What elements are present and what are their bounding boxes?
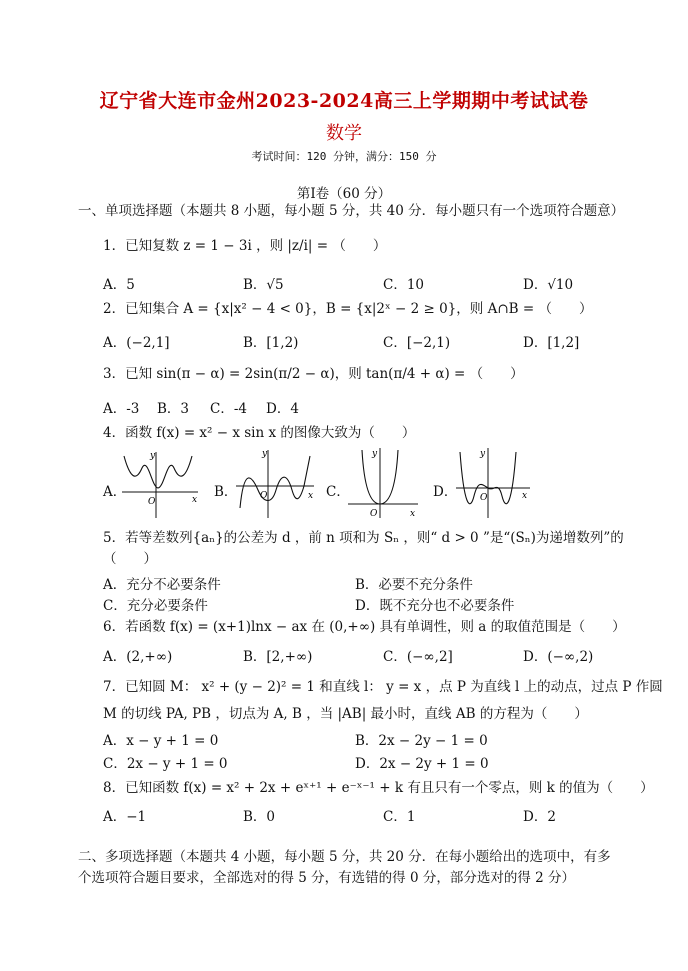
axis-label-x: x: [192, 495, 198, 505]
graph-b: [232, 446, 316, 520]
option-d: D．2x − 2y + 1 = 0: [355, 756, 489, 772]
question-number: 4．: [103, 425, 126, 441]
question-stem: 已知集合 A = {x|x² − 4 < 0}，B = {x|2ˣ − 2 ≥ 0}，则 A∩B = （ ）: [125, 301, 593, 317]
axis-label-x: x: [410, 509, 416, 519]
question-stem: 已知 sin(π − α) = 2sin(π/2 − α)，则 tan(π/4 + α) = （ ）: [125, 366, 524, 382]
option-a: A．-3: [103, 401, 140, 417]
option-d: D．4: [266, 401, 299, 417]
option-d: D．: [433, 484, 458, 500]
axis-label-y: y: [150, 451, 156, 461]
option-b: B．√5: [243, 277, 284, 293]
option-a: A．(2,+∞): [103, 649, 173, 665]
question-number: 3．: [103, 366, 126, 382]
question-3: [103, 364, 623, 384]
axis-label-y: y: [480, 449, 486, 459]
option-a: A．x − y + 1 = 0: [103, 733, 219, 749]
option-b: B．[1,2): [243, 335, 299, 351]
question-stem: 已知复数 z = 1 − 3i ，则 |z/i| = （ ）: [125, 238, 387, 254]
question-number: 8．: [103, 780, 126, 796]
question-stem: 函数 f(x) = x² − x sin x 的图像大致为（ ）: [125, 425, 416, 441]
option-b: B．[2,+∞): [243, 649, 313, 665]
option-d: D．(−∞,2): [523, 649, 594, 665]
option-a: A．−1: [103, 809, 147, 825]
exam-meta: 考试时间：120 分钟，满分：150 分: [251, 150, 437, 163]
graph-a: [118, 448, 200, 520]
question-number: 2．: [103, 301, 126, 317]
option-c: C．10: [383, 277, 425, 293]
question-number: 1．: [103, 238, 126, 254]
question-stem: 若函数 f(x) = (x+1)lnx − ax 在 (0,+∞) 具有单调性，则 a 的取值范围是（ ）: [125, 619, 626, 635]
origin-label: O: [260, 491, 268, 501]
question-4: [103, 423, 623, 443]
part-heading: 第Ⅰ卷（60 分）: [296, 186, 392, 202]
section2-heading-cont: 个选项符合题目要求，全部选对的得 5 分，有选错的得 0 分，部分选对的得 2 分）: [78, 870, 576, 886]
question-7: [103, 677, 663, 697]
option-b: B．必要不充分条件: [355, 577, 473, 593]
origin-label: O: [148, 497, 156, 507]
option-b: B．0: [243, 809, 276, 825]
question-5: [103, 528, 623, 548]
origin-label: O: [370, 509, 378, 519]
question-stem: 已知函数 f(x) = x² + 2x + eˣ⁺¹ + e⁻ˣ⁻¹ + k 有且只有一个零点，则 k 的值为（ ）: [125, 780, 654, 796]
option-d: D．[1,2]: [523, 335, 580, 351]
origin-label: O: [480, 493, 488, 503]
option-c: C．2x − y + 1 = 0: [103, 756, 228, 772]
graph-c: [344, 446, 420, 520]
option-a: A．充分不必要条件: [103, 577, 221, 593]
question-stem: 已知圆 M： x² + (y − 2)² = 1 和直线 l： y = x ，点 P 为直线 l 上的动点，过点 P 作圆: [125, 679, 663, 695]
question-2: [103, 299, 623, 319]
option-d: D．2: [523, 809, 556, 825]
question-number: 6．: [103, 619, 126, 635]
graph-d: [452, 446, 532, 520]
option-a: A．(−2,1]: [103, 335, 170, 351]
option-c: C．-4: [210, 401, 247, 417]
option-b: B．: [214, 484, 238, 500]
option-c: C．(−∞,2]: [383, 649, 453, 665]
section2-heading: 二、多项选择题（本题共 4 小题，每小题 5 分，共 20 分．在每小题给出的选项中，有多: [78, 849, 611, 865]
option-d: D．√10: [523, 277, 574, 293]
exam-title: 辽宁省大连市金州2023-2024高三上学期期中考试试卷: [99, 90, 589, 112]
option-b: B．3: [157, 401, 190, 417]
question-number: 5．: [103, 530, 126, 546]
curve: [240, 456, 310, 508]
axis-label-y: y: [262, 449, 268, 459]
exam-subject: 数学: [326, 123, 362, 144]
option-a: A．5: [103, 277, 135, 293]
axis-label-y: y: [372, 449, 378, 459]
option-c: C．: [326, 484, 350, 500]
option-c: C．充分必要条件: [103, 598, 208, 614]
section1-heading: 一、单项选择题（本题共 8 小题，每小题 5 分，共 40 分．每小题只有一个选项符合题意）: [78, 203, 625, 219]
question-8: [103, 778, 654, 798]
question-number: 7．: [103, 679, 126, 695]
option-c: C．1: [383, 809, 416, 825]
question-1: [103, 236, 623, 256]
question-5-cont: （ ）: [103, 551, 157, 567]
option-a: A．: [103, 484, 127, 500]
option-c: C．[−2,1): [383, 335, 451, 351]
option-b: B．2x − 2y − 1 = 0: [355, 733, 488, 749]
option-d: D．既不充分也不必要条件: [355, 598, 515, 614]
curve: [124, 456, 192, 488]
question-stem: 若等差数列{aₙ}的公差为 d ，前 n 项和为 Sₙ ，则“ d > 0 ”是“(Sₙ)为递增数列”的: [125, 530, 624, 546]
axis-label-x: x: [308, 491, 314, 501]
question-6: [103, 617, 626, 637]
question-7-cont: M 的切线 PA, PB ，切点为 A, B ，当 |AB| 最小时，直线 AB 的方程为（ ）: [103, 706, 588, 722]
axis-label-x: x: [522, 491, 528, 501]
